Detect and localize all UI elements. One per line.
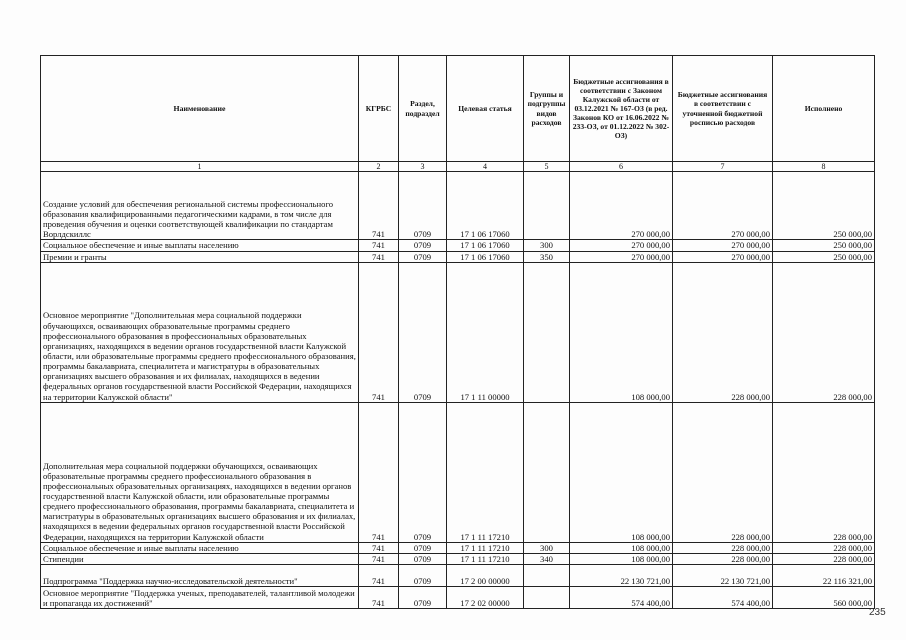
- row-section: 0709: [399, 251, 447, 262]
- row-executed: 250 000,00: [773, 240, 875, 251]
- row-group: [524, 402, 570, 542]
- header-allocations-law: Бюджетные ассигнования в соответствии с Законом Калужской области от 03.12.2021 № 167-ОЗ (в ред. Законов КО от 16.06.2022 № 233-ОЗ, от 01.12.2022 № 302-ОЗ): [570, 56, 673, 162]
- header-groups: Группы и подгруппы видов расходов: [524, 56, 570, 162]
- row-refined: 228 000,00: [673, 542, 773, 553]
- header-target: Целевая статья: [447, 56, 524, 162]
- row-section: 0709: [399, 402, 447, 542]
- column-number: 2: [359, 162, 399, 172]
- column-number: 8: [773, 162, 875, 172]
- table-row: [41, 262, 875, 402]
- row-executed: 228 000,00: [773, 402, 875, 542]
- budget-table: [40, 55, 875, 609]
- row-law: 108 000,00: [570, 542, 673, 553]
- row-name: Создание условий для обеспечения региональной системы профессионального образования квалифицированными педагогическими кадрами, в том числе для проведения обучения и оценки соответствующей квалификации по стандартам Ворлдскиллс: [41, 172, 359, 240]
- row-law: 108 000,00: [570, 402, 673, 542]
- row-target: 17 1 06 17060: [447, 240, 524, 251]
- table-row: [41, 587, 875, 609]
- header-executed: Исполнено: [773, 56, 875, 162]
- header-row: [41, 56, 875, 162]
- column-number: 5: [524, 162, 570, 172]
- row-name: Основное мероприятие "Поддержка ученых, преподавателей, талантливой молодежи и пропаганда их достижений": [41, 587, 359, 609]
- row-law: 108 000,00: [570, 262, 673, 402]
- row-executed: 228 000,00: [773, 262, 875, 402]
- row-target: 17 1 11 17210: [447, 553, 524, 564]
- row-kgrbs: 741: [359, 402, 399, 542]
- column-number: 6: [570, 162, 673, 172]
- page-number: 235: [869, 607, 886, 618]
- row-group: [524, 565, 570, 587]
- table-row: [41, 553, 875, 564]
- row-group: 350: [524, 251, 570, 262]
- row-name: Дополнительная мера социальной поддержки обучающихся, осваивающих образовательные программы среднего профессионального образования в профессиональных образовательных организациях, находящихся в ведении органов государственной власти Калужской области, или образовательные программы среднего профессионального образования, программы бакалавриата, специалитета и магистратуры в образовательных организациях высшего образования и их филиалах, находящихся в ведении федеральных органов государственной власти Российской Федерации, находящихся на территории Калужской области: [41, 402, 359, 542]
- table-row: [41, 172, 875, 240]
- row-kgrbs: 741: [359, 542, 399, 553]
- row-section: 0709: [399, 553, 447, 564]
- row-name: Основное мероприятие "Дополнительная мера социальной поддержки обучающихся, осваивающих образовательные программы среднего профессионального образования в профессиональных образовательных организациях, находящихся в ведении органов государственной власти Калужской области, или образовательные программы среднего профессионального образования, программы бакалавриата, специалитета и магистратуры в образовательных организациях высшего образования и их филиалах, находящихся в ведении федеральных органов государственной власти Российской Федерации, находящихся на территории Калужской области": [41, 262, 359, 402]
- table-row: [41, 402, 875, 542]
- row-target: 17 1 11 17210: [447, 402, 524, 542]
- row-refined: 228 000,00: [673, 553, 773, 564]
- row-group: [524, 587, 570, 609]
- row-group: [524, 262, 570, 402]
- row-executed: 560 000,00: [773, 587, 875, 609]
- row-executed: 228 000,00: [773, 553, 875, 564]
- row-target: 17 1 06 17060: [447, 172, 524, 240]
- row-target: 17 2 02 00000: [447, 587, 524, 609]
- row-name: Социальное обеспечение и иные выплаты населению: [41, 542, 359, 553]
- row-group: [524, 172, 570, 240]
- row-kgrbs: 741: [359, 262, 399, 402]
- row-refined: 228 000,00: [673, 262, 773, 402]
- row-target: 17 1 11 00000: [447, 262, 524, 402]
- row-refined: 270 000,00: [673, 251, 773, 262]
- row-refined: 270 000,00: [673, 240, 773, 251]
- row-refined: 228 000,00: [673, 402, 773, 542]
- row-kgrbs: 741: [359, 240, 399, 251]
- row-kgrbs: 741: [359, 565, 399, 587]
- row-law: 270 000,00: [570, 172, 673, 240]
- row-law: 270 000,00: [570, 251, 673, 262]
- row-name: Подпрограмма "Поддержка научно-исследовательской деятельности": [41, 565, 359, 587]
- row-section: 0709: [399, 262, 447, 402]
- row-target: 17 1 11 17210: [447, 542, 524, 553]
- row-target: 17 2 00 00000: [447, 565, 524, 587]
- table-row: [41, 542, 875, 553]
- row-executed: 22 116 321,00: [773, 565, 875, 587]
- row-law: 574 400,00: [570, 587, 673, 609]
- row-kgrbs: 741: [359, 251, 399, 262]
- row-section: 0709: [399, 565, 447, 587]
- column-number: 1: [41, 162, 359, 172]
- row-name: Социальное обеспечение и иные выплаты населению: [41, 240, 359, 251]
- row-section: 0709: [399, 172, 447, 240]
- row-name: Стипендии: [41, 553, 359, 564]
- row-kgrbs: 741: [359, 172, 399, 240]
- row-group: 300: [524, 542, 570, 553]
- row-target: 17 1 06 17060: [447, 251, 524, 262]
- row-refined: 574 400,00: [673, 587, 773, 609]
- row-group: 300: [524, 240, 570, 251]
- row-executed: 228 000,00: [773, 542, 875, 553]
- column-number-row: [41, 162, 875, 172]
- row-law: 108 000,00: [570, 553, 673, 564]
- row-executed: 250 000,00: [773, 172, 875, 240]
- row-section: 0709: [399, 542, 447, 553]
- table-row: [41, 240, 875, 251]
- header-name: Наименование: [41, 56, 359, 162]
- column-number: 4: [447, 162, 524, 172]
- row-kgrbs: 741: [359, 553, 399, 564]
- row-law: 270 000,00: [570, 240, 673, 251]
- row-executed: 250 000,00: [773, 251, 875, 262]
- row-law: 22 130 721,00: [570, 565, 673, 587]
- table-row: [41, 251, 875, 262]
- header-kgrbs: КГРБС: [359, 56, 399, 162]
- column-number: 3: [399, 162, 447, 172]
- row-section: 0709: [399, 587, 447, 609]
- column-number: 7: [673, 162, 773, 172]
- row-section: 0709: [399, 240, 447, 251]
- row-kgrbs: 741: [359, 587, 399, 609]
- table-row: [41, 565, 875, 587]
- row-name: Премии и гранты: [41, 251, 359, 262]
- header-section: Раздел, подраздел: [399, 56, 447, 162]
- row-group: 340: [524, 553, 570, 564]
- row-refined: 22 130 721,00: [673, 565, 773, 587]
- header-allocations-refined: Бюджетные ассигнования в соответствии с уточненной бюджетной росписью расходов: [673, 56, 773, 162]
- row-refined: 270 000,00: [673, 172, 773, 240]
